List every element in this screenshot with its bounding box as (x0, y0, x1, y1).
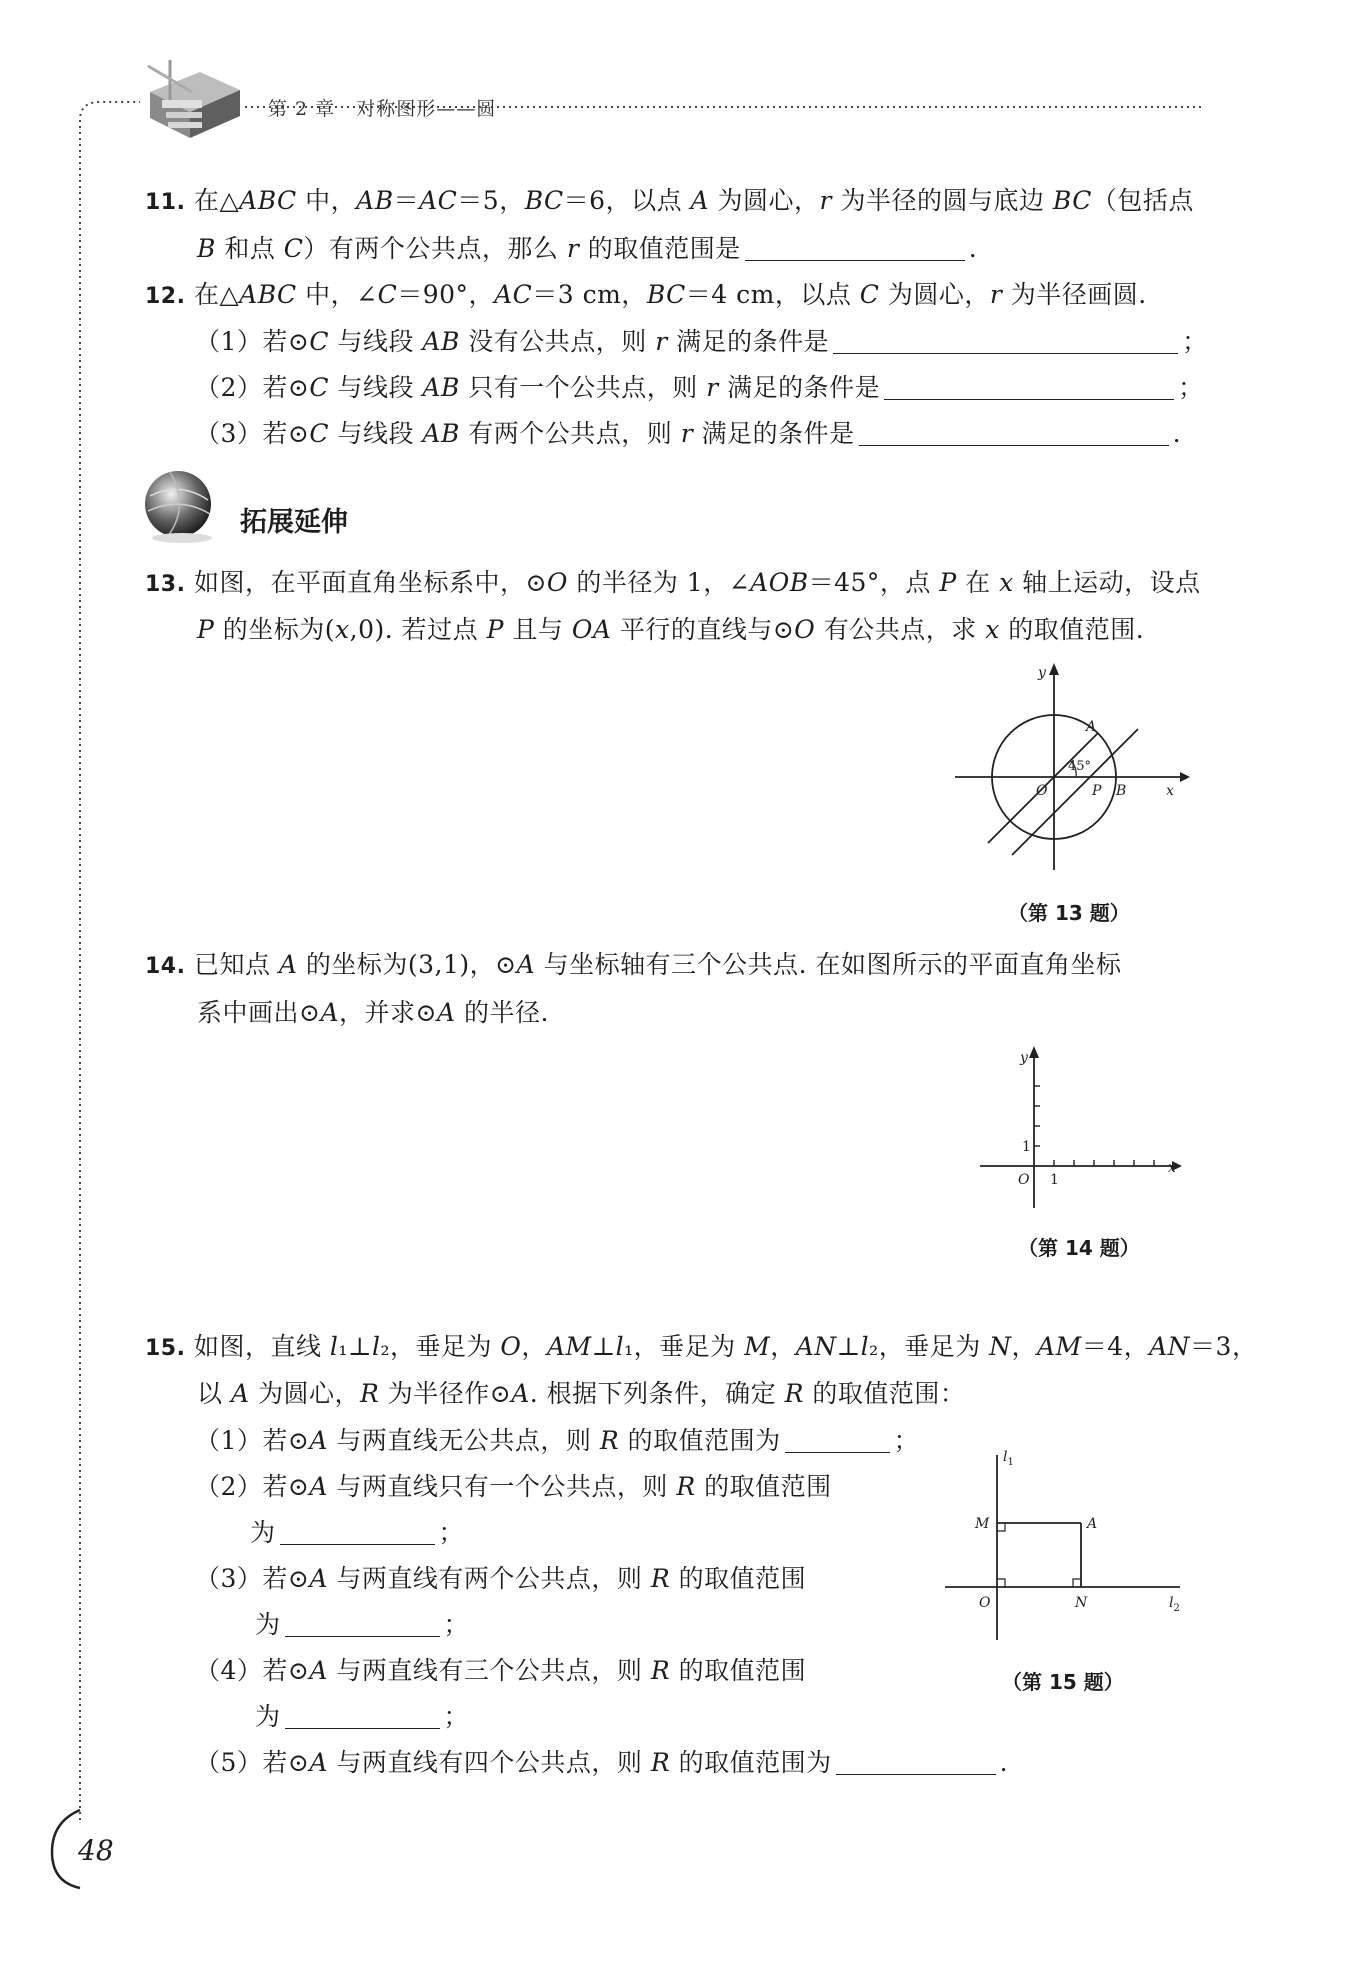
q11-var: AC (419, 186, 458, 215)
q12-text: 为半径画圆. (1002, 280, 1147, 309)
q15-text: ⊥ (836, 1332, 861, 1361)
q11-var: BC (524, 186, 564, 215)
q13-text: 如图，在平面直角坐标系中，⊙ (193, 568, 547, 597)
q12-var: C (309, 419, 329, 448)
q13-y-arrow (1049, 663, 1059, 675)
q11-text: ＝5， (457, 186, 525, 215)
q13-text: 在 (956, 568, 1000, 597)
q15-label-l1: $l_1$ (1003, 1449, 1014, 1468)
q12-var: C (309, 373, 329, 402)
q12-text: 满足的条件是 (718, 373, 881, 402)
q15-3-answer-blank[interactable] (285, 1612, 440, 1637)
q14-var: A (320, 998, 340, 1027)
q12-text: 与线段 (329, 419, 423, 448)
page-number-arc (52, 1810, 80, 1888)
q13-var: AOB (750, 568, 809, 597)
q15-text: ，垂足为 (389, 1332, 501, 1361)
q15-4-answer-blank[interactable] (285, 1704, 440, 1729)
q13-var: O (546, 568, 568, 597)
q14-number: 14. (145, 954, 186, 979)
q11-var: C (283, 234, 304, 263)
q15-var: AM (546, 1332, 592, 1361)
q11-line-1 (145, 184, 1194, 220)
q15-text: 的取值范围为 (619, 1426, 781, 1455)
q13-label-p: P (1092, 783, 1102, 799)
q15-text: 为 (255, 1610, 281, 1639)
q15-var: A (309, 1656, 328, 1685)
q14-text: 的半径. (455, 998, 549, 1027)
q15-var: R (650, 1564, 671, 1593)
q15-var: AN (1149, 1332, 1191, 1361)
q11-text: 为圆心， (709, 186, 820, 215)
q15-label-a: A (1087, 1516, 1098, 1532)
q13-var: O (794, 615, 816, 644)
q14-text: 系中画出⊙ (197, 998, 321, 1027)
q11-var: BC (1052, 186, 1092, 215)
q15-part-2 (195, 1470, 832, 1504)
q11-text: . (968, 234, 978, 263)
q12-var: C (309, 327, 329, 356)
q15-text: 为圆心， (249, 1379, 360, 1408)
q15-line-2 (197, 1377, 965, 1411)
q15-text: 的取值范围 (670, 1656, 807, 1685)
q11-number: 11. (145, 190, 186, 215)
q15-text: . 根据下列条件，确定 (529, 1379, 785, 1408)
q15-part-3-cont (255, 1608, 469, 1642)
q15-text: ＝3， (1190, 1332, 1258, 1361)
q12-var: r (680, 419, 694, 448)
q15-text: ⊥ (591, 1332, 616, 1361)
q12-stem (145, 278, 1147, 314)
q11-var: AB (356, 186, 394, 215)
q15-var: M (744, 1332, 771, 1361)
q14-text: 已知点 (193, 950, 279, 979)
q13-text: 的取值范围. (999, 615, 1145, 644)
q12-number: 12. (145, 284, 186, 309)
q14-text: 的坐标为(3,1)，⊙ (297, 950, 517, 979)
q12-var: BC (646, 280, 686, 309)
q13-line-2 (197, 613, 1144, 647)
q12-text: 与线段 (329, 373, 423, 402)
q15-text: （4）若⊙ (195, 1656, 310, 1685)
q15-right-angle-m (997, 1523, 1005, 1531)
q15-part-4 (195, 1654, 806, 1688)
q15-var: R (784, 1379, 804, 1408)
q15-5-answer-blank[interactable] (836, 1750, 996, 1775)
q12-text: （1）若⊙ (195, 327, 310, 356)
q15-label-o: O (979, 1595, 991, 1611)
q12-text: ； (1182, 327, 1208, 356)
q15-label-n: N (1075, 1595, 1088, 1611)
q13-number: 13. (145, 572, 186, 597)
q11-var: ABC (239, 186, 297, 215)
q14-var: A (516, 950, 536, 979)
q15-text: 的取值范围为 (670, 1748, 832, 1777)
q12-3-answer-blank[interactable] (859, 421, 1169, 446)
q14-x-ticks (1054, 1160, 1154, 1166)
q12-text: 为圆心， (879, 280, 990, 309)
q15-text: （1）若⊙ (195, 1426, 310, 1455)
q12-text: 满足的条件是 (667, 327, 830, 356)
q11-var: A (690, 186, 710, 215)
q14-label-o: O (1018, 1172, 1030, 1188)
q15-right-angle-n (1073, 1579, 1081, 1587)
q12-text: 在△ (193, 280, 240, 309)
q15-text: ； (443, 1702, 470, 1731)
q13-var: P (486, 615, 504, 644)
q15-2-answer-blank[interactable] (280, 1520, 435, 1545)
q13-label-o: O (1036, 783, 1048, 799)
q15-line-1 (145, 1330, 1257, 1366)
q15-text: ， (521, 1332, 547, 1361)
q15-part-2-cont (250, 1516, 464, 1550)
q11-answer-blank[interactable] (745, 236, 965, 261)
q11-text: 的取值范围是 (579, 234, 741, 263)
q15-text: 与两直线只有一个公共点，则 (327, 1472, 677, 1501)
q15-var: R (650, 1748, 671, 1777)
q13-line-1 (145, 566, 1201, 602)
q13-text: 且与 (503, 615, 572, 644)
q12-2-answer-blank[interactable] (884, 375, 1174, 400)
q15-caption: （第 15 题） (1002, 1670, 1124, 1694)
q13-text: 的坐标为( (214, 615, 336, 644)
q15-sub: ₂ (869, 1335, 879, 1361)
q11-var: r (566, 234, 580, 263)
q11-text: 和点 (215, 234, 284, 263)
q14-label-1-x: 1 (1050, 1172, 1059, 1188)
q15-text: ，垂足为 (878, 1332, 990, 1361)
q14-figure (960, 1038, 1190, 1218)
q15-var: R (599, 1426, 620, 1455)
q15-var: A (511, 1379, 530, 1408)
q15-var: A (309, 1472, 328, 1501)
q15-text: . (999, 1748, 1009, 1777)
q15-text: 的取值范围 (670, 1564, 807, 1593)
q12-part-1 (195, 325, 1208, 359)
q15-sub: ₁ (624, 1335, 634, 1361)
q12-var: C (377, 280, 398, 309)
q12-text: . (1172, 419, 1182, 448)
q15-label-l2: $l_2$ (1169, 1595, 1180, 1614)
q15-text: （5）若⊙ (195, 1748, 310, 1777)
q15-text: （2）若⊙ (195, 1472, 310, 1501)
q12-var: AC (494, 280, 533, 309)
q14-label-y: y (1020, 1050, 1028, 1066)
q11-text: 中， (296, 186, 357, 215)
page-number: 48 (78, 1834, 114, 1867)
header-title: 对称图形——圆 (356, 98, 497, 120)
q14-var: A (278, 950, 298, 979)
q13-text: 平行的直线与⊙ (611, 615, 795, 644)
q11-text: ＝ (393, 186, 420, 215)
q12-1-answer-blank[interactable] (833, 329, 1178, 354)
section-globe-icon (140, 466, 220, 546)
q15-text: 与两直线有四个公共点，则 (327, 1748, 651, 1777)
q14-var: A (436, 998, 456, 1027)
q12-text: 没有公共点，则 (459, 327, 656, 356)
q15-figure (935, 1435, 1195, 1645)
q12-text: 与线段 (329, 327, 423, 356)
q13-caption: （第 13 题） (1008, 901, 1130, 925)
q15-text: （3）若⊙ (195, 1564, 310, 1593)
q13-var: P (939, 568, 957, 597)
q15-text: 的取值范围 (695, 1472, 832, 1501)
q12-var: r (706, 373, 719, 402)
q11-line-2 (197, 232, 977, 266)
q11-var: r (819, 186, 832, 215)
q15-number: 15. (145, 1336, 186, 1361)
q11-text: 为半径的圆与底边 (832, 186, 1053, 215)
q15-text: 与两直线无公共点，则 (327, 1426, 600, 1455)
q15-var: O (500, 1332, 522, 1361)
q13-text: 轴上运动，设点 (1013, 568, 1201, 597)
q15-text: 为 (250, 1518, 276, 1547)
q15-var: l (371, 1332, 381, 1361)
q13-text: 的半径为 1，∠ (567, 568, 751, 597)
q12-text: （3）若⊙ (195, 419, 310, 448)
q15-text: 如图，直线 (193, 1332, 330, 1361)
q15-var: R (359, 1379, 380, 1408)
q15-var: l (329, 1332, 339, 1361)
q12-var: AB (422, 373, 460, 402)
q13-label-x: x (1166, 783, 1174, 799)
q13-var: x (985, 615, 1000, 644)
q14-line-2 (197, 996, 549, 1030)
running-header (268, 94, 496, 121)
frame-dotted-line (80, 102, 140, 1820)
q15-text: 与两直线有两个公共点，则 (327, 1564, 651, 1593)
q12-var: r (655, 327, 668, 356)
q12-var: C (859, 280, 880, 309)
q12-part-2 (195, 371, 1204, 405)
q15-var: A (309, 1748, 328, 1777)
section-title: 拓展延伸 (240, 507, 348, 538)
q15-sub: ₁ (338, 1335, 348, 1361)
q13-text: ＝45°，点 (808, 568, 940, 597)
q13-label-angle: 45° (1068, 759, 1092, 774)
q14-line-1 (145, 948, 1122, 984)
q15-part-4-cont (255, 1700, 469, 1734)
q15-text: 为 (255, 1702, 281, 1731)
q12-var: AB (422, 327, 460, 356)
q15-var: A (309, 1426, 328, 1455)
q15-1-answer-blank[interactable] (785, 1428, 890, 1453)
q13-var: x (999, 568, 1014, 597)
q14-label-1-y: 1 (1022, 1139, 1031, 1155)
q15-text: ， (1011, 1332, 1038, 1361)
q15-var: N (989, 1332, 1012, 1361)
q12-text: 只有一个公共点，则 (459, 373, 707, 402)
q12-var: AB (422, 419, 460, 448)
q13-text: 有公共点，求 (815, 615, 986, 644)
q14-text: 与坐标轴有三个公共点. 在如图所示的平面直角坐标 (535, 950, 1122, 979)
q12-text: ＝3 cm， (532, 280, 647, 309)
q11-text: ）有两个公共点，那么 (303, 234, 567, 263)
q15-part-5 (195, 1746, 1008, 1780)
q12-text: ； (1178, 373, 1204, 402)
q15-text: ，垂足为 (633, 1332, 745, 1361)
header-chapter: 第 2 章 (268, 98, 336, 120)
q15-var: AM (1037, 1332, 1082, 1361)
q12-part-3 (195, 417, 1181, 451)
q12-text: （2）若⊙ (195, 373, 310, 402)
q13-text: ,0). 若过点 (349, 615, 487, 644)
q12-text: ＝90°， (397, 280, 495, 309)
q15-text: ； (438, 1518, 465, 1547)
q15-text: ， (770, 1332, 796, 1361)
q12-var: r (989, 280, 1003, 309)
q11-var: B (197, 234, 216, 263)
q15-var: A (309, 1564, 328, 1593)
q13-label-y: y (1038, 665, 1046, 681)
q15-var: AN (795, 1332, 837, 1361)
q15-var: R (676, 1472, 696, 1501)
q15-text: 与两直线有三个公共点，则 (327, 1656, 651, 1685)
q14-y-ticks (1034, 1086, 1040, 1146)
q13-figure (940, 655, 1200, 885)
q12-var: ABC (239, 280, 297, 309)
q15-text: ； (443, 1610, 470, 1639)
q11-text: （包括点 (1091, 186, 1194, 215)
q13-label-b: B (1116, 783, 1127, 799)
q11-text: ＝6，以点 (563, 186, 691, 215)
q12-text: 满足的条件是 (693, 419, 855, 448)
q14-label-x: x (1168, 1160, 1176, 1176)
q11-text: 在△ (193, 186, 240, 215)
q15-part-1 (195, 1424, 919, 1458)
q12-text: 有两个公共点，则 (459, 419, 681, 448)
q13-x-arrow (1180, 772, 1190, 782)
q15-text: 的取值范围： (803, 1379, 966, 1408)
q15-text: 以 (197, 1379, 231, 1408)
q15-right-angle-o (997, 1579, 1005, 1587)
header-decoration-icon (148, 60, 240, 138)
q15-var: A (230, 1379, 250, 1408)
q14-caption: （第 14 题） (1018, 1236, 1140, 1260)
q15-text: 为半径作⊙ (379, 1379, 512, 1408)
q15-text: ⊥ (347, 1332, 372, 1361)
q15-var: R (650, 1656, 671, 1685)
q14-text: ，并求⊙ (339, 998, 437, 1027)
q12-text: 中，∠ (296, 280, 378, 309)
q15-part-3 (195, 1562, 806, 1596)
q15-label-m: M (975, 1516, 990, 1532)
q15-var: l (860, 1332, 870, 1361)
q15-var: l (615, 1332, 625, 1361)
q14-y-arrow (1029, 1046, 1039, 1058)
q13-var: OA (571, 615, 612, 644)
q15-sub: ₂ (380, 1335, 390, 1361)
q13-var: P (197, 615, 215, 644)
q13-var: x (335, 615, 350, 644)
q12-text: ＝4 cm，以点 (685, 280, 860, 309)
q13-label-a: A (1086, 719, 1097, 735)
q15-text: ＝4， (1081, 1332, 1150, 1361)
q15-text: ； (893, 1426, 920, 1455)
